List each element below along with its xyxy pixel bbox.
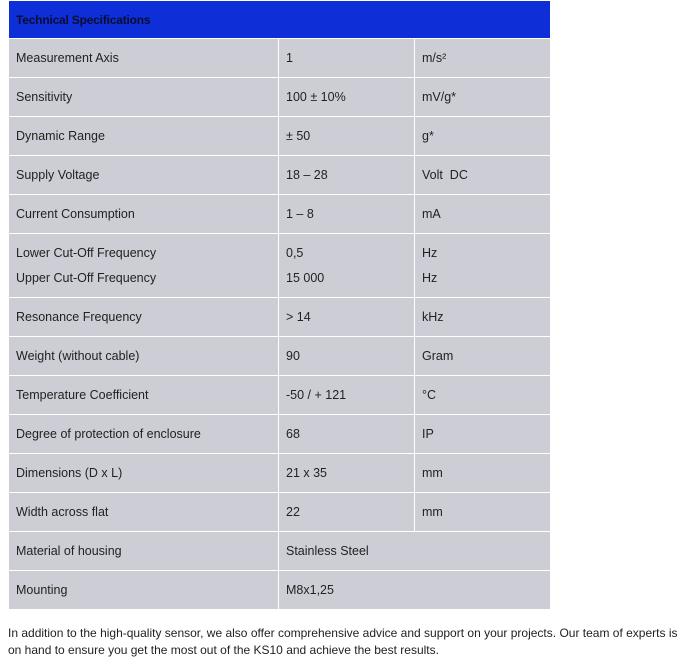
spec-value: -50 / + 121: [279, 376, 415, 415]
spec-label: Sensitivity: [9, 78, 279, 117]
table-row: [9, 298, 551, 337]
table-row: [9, 156, 551, 195]
spec-label: Resonance Frequency: [9, 298, 279, 337]
table-row: [9, 571, 551, 610]
spec-value: ± 50: [279, 117, 415, 156]
spec-value: 68: [279, 415, 415, 454]
spec-value: 1: [279, 39, 415, 78]
spec-value: 22: [279, 493, 415, 532]
spec-label: Dynamic Range: [9, 117, 279, 156]
spec-value: 100 ± 10%: [279, 78, 415, 117]
table-row: [9, 337, 551, 376]
spec-value-cell: [279, 234, 415, 298]
spec-label: Mounting: [9, 571, 279, 610]
spec-unit: mm: [415, 454, 551, 493]
spec-unit-cell: [415, 234, 551, 298]
spec-value: 18 – 28: [279, 156, 415, 195]
table-row: [9, 376, 551, 415]
spec-label: Width across flat: [9, 493, 279, 532]
table-row: [9, 454, 551, 493]
spec-unit: mV/g*: [415, 78, 551, 117]
spec-label: Degree of protection of enclosure: [9, 415, 279, 454]
spec-unit: mm: [415, 493, 551, 532]
spec-label: Supply Voltage: [9, 156, 279, 195]
spec-label: Weight (without cable): [9, 337, 279, 376]
spec-label: Temperature Coefficient: [9, 376, 279, 415]
spec-unit: Hz: [422, 245, 438, 260]
table-row: [9, 415, 551, 454]
spec-unit: Hz: [422, 270, 438, 285]
spec-unit: m/s²: [415, 39, 551, 78]
spec-value: 90: [279, 337, 415, 376]
spec-unit: °C: [415, 376, 551, 415]
specifications-table: [8, 0, 551, 610]
spec-value: 1 – 8: [279, 195, 415, 234]
table-row: [9, 195, 551, 234]
spec-value: 15 000: [286, 270, 325, 285]
spec-unit: Volt DC: [415, 156, 551, 195]
spec-value: 21 x 35: [279, 454, 415, 493]
spec-label: Dimensions (D x L): [9, 454, 279, 493]
spec-value: 0,5: [286, 245, 304, 260]
spec-unit: Gram: [415, 337, 551, 376]
table-row: [9, 532, 551, 571]
spec-label: Current Consumption: [9, 195, 279, 234]
spec-value: > 14: [279, 298, 415, 337]
footer-paragraph: In addition to the high-quality sensor, we also offer comprehensive advice and support on your projects. Our team of experts is on hand to ensure you get the most out of the KS10 and achieve the best results.: [8, 626, 678, 657]
spec-value: Stainless Steel: [279, 532, 551, 571]
table-row: [9, 234, 551, 298]
table-title: Technical Specifications: [9, 1, 551, 39]
spec-label: Material of housing: [9, 532, 279, 571]
spec-unit: mA: [415, 195, 551, 234]
spec-label: Lower Cut-Off Frequency: [16, 245, 157, 260]
table-row: [9, 39, 551, 78]
spec-label: Upper Cut-Off Frequency: [16, 270, 157, 285]
spec-label: Measurement Axis: [9, 39, 279, 78]
spec-unit: kHz: [415, 298, 551, 337]
table-row: [9, 117, 551, 156]
spec-unit: IP: [415, 415, 551, 454]
spec-unit: g*: [415, 117, 551, 156]
table-row: [9, 493, 551, 532]
table-row: [9, 78, 551, 117]
spec-value: M8x1,25: [279, 571, 551, 610]
spec-label-cell: [9, 234, 279, 298]
